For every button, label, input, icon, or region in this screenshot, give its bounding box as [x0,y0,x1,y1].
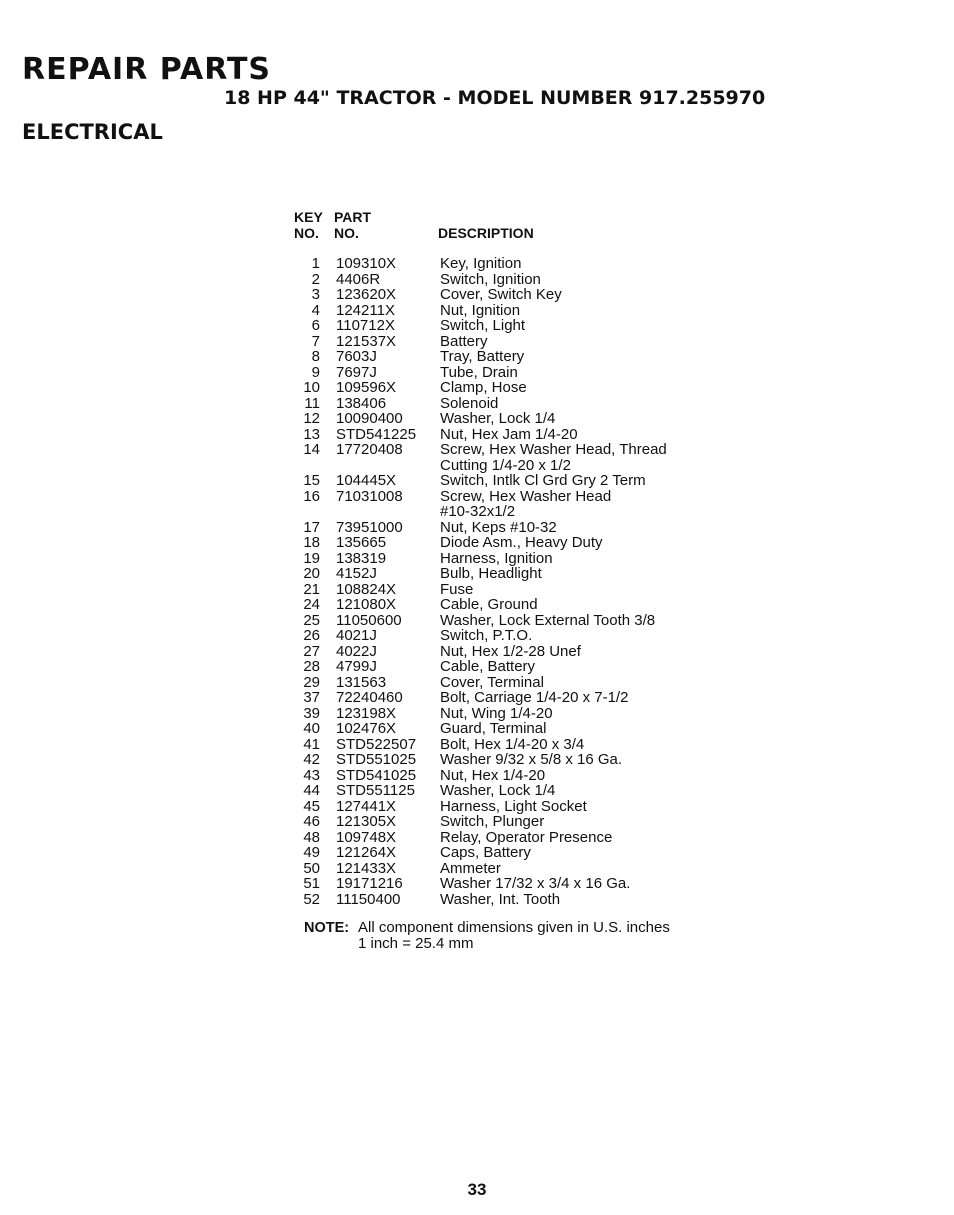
key-number: 21 [303,580,320,598]
key-number: 27 [303,642,320,660]
part-number: STD541025 [336,766,417,784]
section-heading: ELECTRICAL [22,120,163,144]
part-row [294,349,724,365]
key-number: 13 [303,425,320,443]
note-text [358,920,670,952]
part-row [294,597,724,613]
key-number: 46 [303,813,320,830]
part-description: Nut, Ignition [440,301,521,319]
part-number: 109596X [336,379,397,396]
part-description: Nut, Wing 1/4-20 [440,704,553,722]
part-description: Diode Asm., Heavy Duty [440,534,603,551]
key-number: 48 [303,828,320,846]
part-row [294,752,724,768]
part-description: Bolt, Hex 1/4-20 x 3/4 [440,735,585,753]
key-number: 49 [303,844,320,861]
key-number: 3 [311,286,320,303]
part-number: 135665 [336,534,387,551]
part-row [294,396,724,412]
part-number: 124211X [336,301,395,319]
key-number: 26 [303,627,320,644]
part-description: Nut, Keps #10-32 [440,518,557,536]
part-number: 109310X [336,255,397,272]
key-number: 50 [303,859,320,877]
part-number: 109748X [336,828,397,846]
part-description: Switch, Light [440,317,526,334]
part-description: Switch, Intlk Cl Grd Gry 2 Term [440,472,646,489]
part-description: Screw, Hex Washer Head, Thread Cutting 1/4-20 x 1/2 [440,441,667,474]
part-row [294,783,724,799]
part-description: Tube, Drain [440,363,518,381]
key-number: 15 [303,472,320,489]
key-number: 16 [303,487,320,505]
part-description: Washer, Int. Tooth [440,890,561,908]
part-number: 121305X [336,813,397,830]
part-header-top: PART [334,209,372,225]
key-number: 45 [303,797,320,815]
part-number: 138319 [336,549,387,567]
key-number: 24 [303,596,320,613]
part-row [294,706,724,722]
key-number: 37 [303,689,320,706]
part-row [294,876,724,892]
part-row [294,814,724,830]
part-row [294,427,724,443]
part-number: 19171216 [336,875,403,892]
key-number: 25 [303,611,320,629]
part-description: Key, Ignition [440,255,522,272]
key-number: 7 [311,332,320,350]
part-number: 121080X [336,596,397,613]
part-number: 123620X [336,286,397,303]
part-description: Solenoid [440,394,499,412]
part-number: 72240460 [336,689,403,706]
note-line-1: All component dimensions given in U.S. inches [358,919,670,936]
key-number: 42 [303,751,320,768]
part-number: 71031008 [336,487,403,505]
part-number: 123198X [336,704,397,722]
key-number: 41 [303,735,320,753]
part-row [294,628,724,644]
part-description: Harness, Ignition [440,549,553,567]
description-header: DESCRIPTION [438,225,534,241]
part-number: 10090400 [336,410,403,427]
part-row [294,659,724,675]
part-description: Bolt, Carriage 1/4-20 x 7-1/2 [440,689,629,706]
key-number: 17 [303,518,320,536]
model-subtitle: 18 HP 44" TRACTOR - MODEL NUMBER 917.255970 [224,87,766,109]
part-row [294,520,724,536]
part-number: STD541225 [336,425,417,443]
part-row [294,690,724,706]
part-description: Switch, Plunger [440,813,545,830]
part-number: 102476X [336,720,397,737]
part-number: STD551125 [336,782,415,799]
parts-list [294,256,724,907]
key-number: 14 [303,441,320,458]
part-number: 104445X [336,472,397,489]
key-number: 28 [303,658,320,675]
key-number: 12 [303,410,320,427]
part-number: 131563 [336,673,387,691]
part-number: 4152J [336,565,377,582]
key-number: 40 [303,720,320,737]
part-description: Fuse [440,580,474,598]
key-number: 8 [311,348,320,365]
part-description: Relay, Operator Presence [440,828,613,846]
part-row [294,768,724,784]
key-number: 10 [303,379,320,396]
part-number: 121537X [336,332,397,350]
part-number: 4022J [336,642,377,660]
part-row [294,799,724,815]
key-number: 52 [303,890,320,908]
key-number: 51 [303,875,320,892]
part-description: Nut, Hex 1/2-28 Unef [440,642,581,660]
key-number: 20 [303,565,320,582]
part-row [294,830,724,846]
part-description: Washer, Lock External Tooth 3/8 [440,611,656,629]
part-row [294,551,724,567]
part-row [294,675,724,691]
part-number: 4406R [336,270,381,288]
key-number: 9 [311,363,320,381]
part-number: STD551025 [336,751,417,768]
part-description: Harness, Light Socket [440,797,587,815]
part-row [294,287,724,303]
part-description: Caps, Battery [440,844,531,861]
part-row [294,613,724,629]
part-header-bottom: NO. [334,225,359,241]
part-description: Battery [440,332,488,350]
part-description: Washer, Lock 1/4 [440,410,556,427]
part-number: 7697J [336,363,377,381]
key-number: 6 [311,317,320,334]
note-line-2: 1 inch = 25.4 mm [358,935,474,952]
key-number: 4 [311,301,320,319]
part-description: Washer 9/32 x 5/8 x 16 Ga. [440,751,623,768]
part-row [294,845,724,861]
part-number: 11050600 [336,611,402,629]
part-row [294,334,724,350]
part-description: Washer, Lock 1/4 [440,782,556,799]
part-row [294,365,724,381]
part-number: 110712X [336,317,395,334]
part-description: Nut, Hex Jam 1/4-20 [440,425,578,443]
key-number: 1 [311,255,320,272]
part-row [294,535,724,551]
part-row [294,256,724,272]
part-description: Cover, Terminal [440,673,544,691]
part-description: Washer 17/32 x 3/4 x 16 Ga. [440,875,631,892]
part-description: Screw, Hex Washer Head #10-32x1/2 [440,487,612,520]
part-description: Cable, Ground [440,596,538,613]
part-description: Guard, Terminal [440,720,547,737]
page-title: REPAIR PARTS [22,52,272,87]
part-description: Nut, Hex 1/4-20 [440,766,546,784]
part-number: 4799J [336,658,377,675]
part-number: 7603J [336,348,377,365]
part-row [294,861,724,877]
part-row [294,473,724,489]
part-row [294,318,724,334]
key-number: 11 [304,394,320,412]
part-number: 138406 [336,394,387,412]
part-number: 4021J [336,627,377,644]
part-description: Ammeter [440,859,501,877]
part-description: Cable, Battery [440,658,536,675]
key-number: 18 [303,534,320,551]
part-description: Switch, P.T.O. [440,627,533,644]
part-row [294,737,724,753]
key-number: 29 [303,673,320,691]
part-row [294,566,724,582]
part-row [294,892,724,908]
key-header-bottom: NO. [294,225,319,241]
key-number: 2 [311,270,320,288]
part-row [294,582,724,598]
key-header-top: KEY [294,209,323,225]
part-description: Tray, Battery [440,348,525,365]
part-row [294,644,724,660]
part-description: Cover, Switch Key [440,286,562,303]
key-number: 19 [303,549,320,567]
key-number: 43 [303,766,320,784]
page-number: 33 [467,1180,487,1199]
part-description: Switch, Ignition [440,270,541,288]
part-description: Bulb, Headlight [440,565,542,582]
part-description: Clamp, Hose [440,379,527,396]
part-number: 17720408 [336,441,403,458]
part-number: STD522507 [336,735,417,753]
part-row [294,303,724,319]
key-number: 44 [303,782,320,799]
part-row [294,272,724,288]
note-label: NOTE: [304,920,350,936]
part-row [294,380,724,396]
part-number: 121264X [336,844,397,861]
part-number: 127441X [336,797,397,815]
part-number: 121433X [336,859,397,877]
part-row [294,442,724,473]
part-number: 108824X [336,580,397,598]
key-number: 39 [303,704,320,722]
part-number: 73951000 [336,518,403,536]
part-number: 11150400 [336,890,401,908]
part-row [294,721,724,737]
part-row [294,489,724,520]
part-row [294,411,724,427]
